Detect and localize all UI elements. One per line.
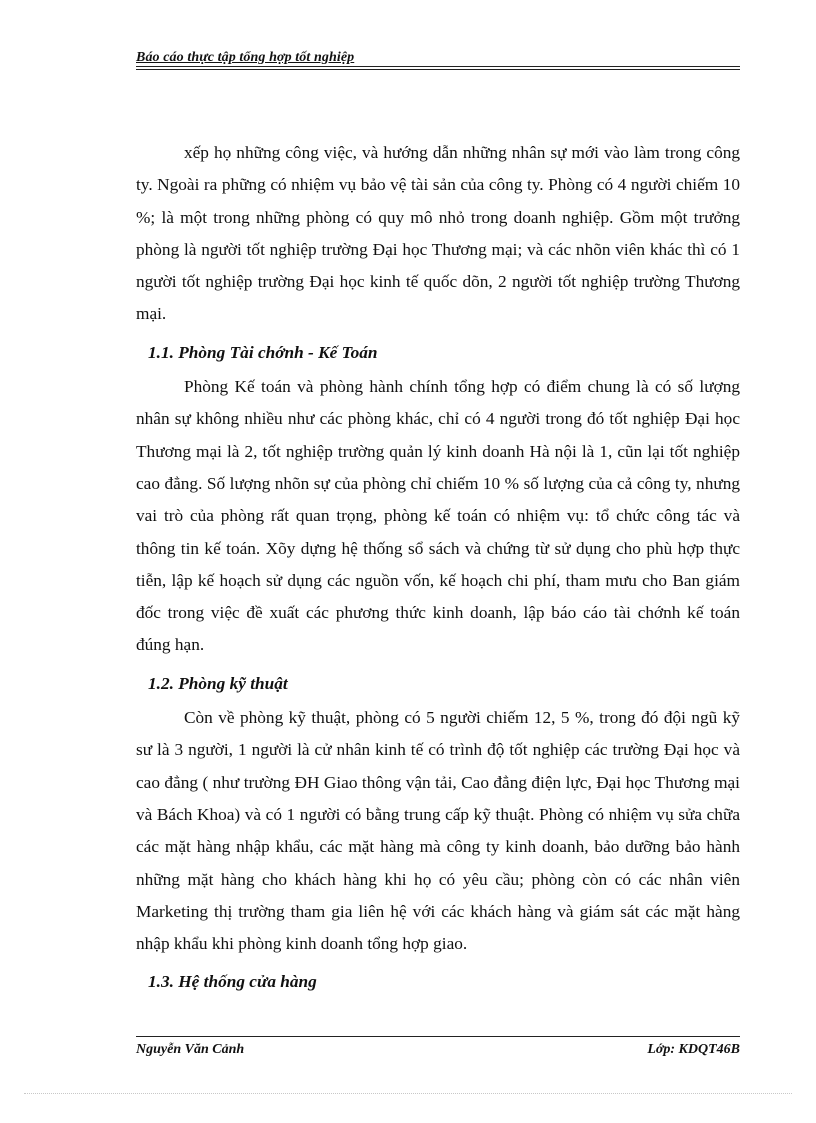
section-heading-technical: 1.2. Phòng kỹ thuật	[148, 673, 288, 693]
section-paragraph-technical: Còn về phòng kỹ thuật, phòng có 5 người chiếm 12, 5 %, trong đó đội ngũ kỹ sư là 3 người, 1 người là cử nhân kinh tế có trình độ tốt nghiệp các trường Đại học và cao đẳng ( như trường ĐH Giao thông vận tải, Cao đẳng điện lực, Đại học Thương mại và Bách Khoa) và có 1 người có bằng trung cấp kỹ thuật. Phòng có nhiệm vụ sửa chữa các mặt hàng nhập khẩu, các mặt hàng mà công ty kinh doanh, bảo dưỡng bảo hành những mặt hàng cho khách hàng khi họ có yêu cầu; phòng còn có các nhân viên Marketing thị trường tham gia liên hệ với các khách hàng và giám sát các mặt hàng nhập khẩu khi phòng kinh doanh tổng hợp giao.	[136, 708, 740, 954]
document-body	[136, 137, 740, 1001]
header-rule-top	[136, 66, 740, 67]
footer-author: Nguyễn Văn Cảnh	[136, 1042, 245, 1057]
section-heading-finance: 1.1. Phòng Tài chớnh - Kế Toán	[148, 342, 378, 362]
section-paragraph-finance: Phòng Kế toán và phòng hành chính tổng hợp có điểm chung là có số lượng nhân sự không nhiều như các phòng khác, chỉ có 4 người trong đó tốt nghiệp Đại học Thương mại là 2, tốt nghiệp trường quản lý kinh doanh Hà nội là 1, cũn lại tốt nghiệp cao đẳng. Số lượng nhõn sự của phòng chỉ chiếm 10 % số lượng của cả công ty, nhưng vai trò của phòng rất quan trọng, phòng kế toán có nhiệm vụ: tổ chức công tác và thông tin kế toán. Xõy dựng hệ thống sổ sách và chứng từ sử dụng cho phù hợp thực tiễn, lập kế hoạch sử dụng các nguồn vốn, kế hoạch chi phí, tham mưu cho Ban giám đốc trong việc đề xuất các phương thức kinh doanh, lập báo cáo tài chớnh kế toán đúng hạn.	[136, 377, 740, 655]
header-title: Báo cáo thực tập tổng hợp tốt nghiệp	[136, 50, 355, 65]
footer-rule	[136, 1036, 740, 1037]
header-rule-bottom	[136, 69, 740, 70]
section-heading-stores: 1.3. Hệ thống cửa hàng	[148, 972, 317, 992]
page-edge-divider	[24, 1093, 792, 1094]
intro-paragraph: xếp họ những công việc, và hướng dẫn những nhân sự mới vào làm trong công ty. Ngoài ra phững có nhiệm vụ bảo vệ tài sản của công ty. Phòng có 4 người chiếm 10 %; là một trong những phòng có quy mô nhỏ trong doanh nghiệp. Gồm một trưởng phòng là người tốt nghiệp trường Đại học Thương mại; và các nhõn viên khác thì có 1 người tốt nghiệp trường Đại học kinh tế quốc dõn, 2 người tốt nghiệp trường Thương mại.	[136, 143, 740, 324]
footer-class: Lớp: KDQT46B	[647, 1042, 740, 1057]
